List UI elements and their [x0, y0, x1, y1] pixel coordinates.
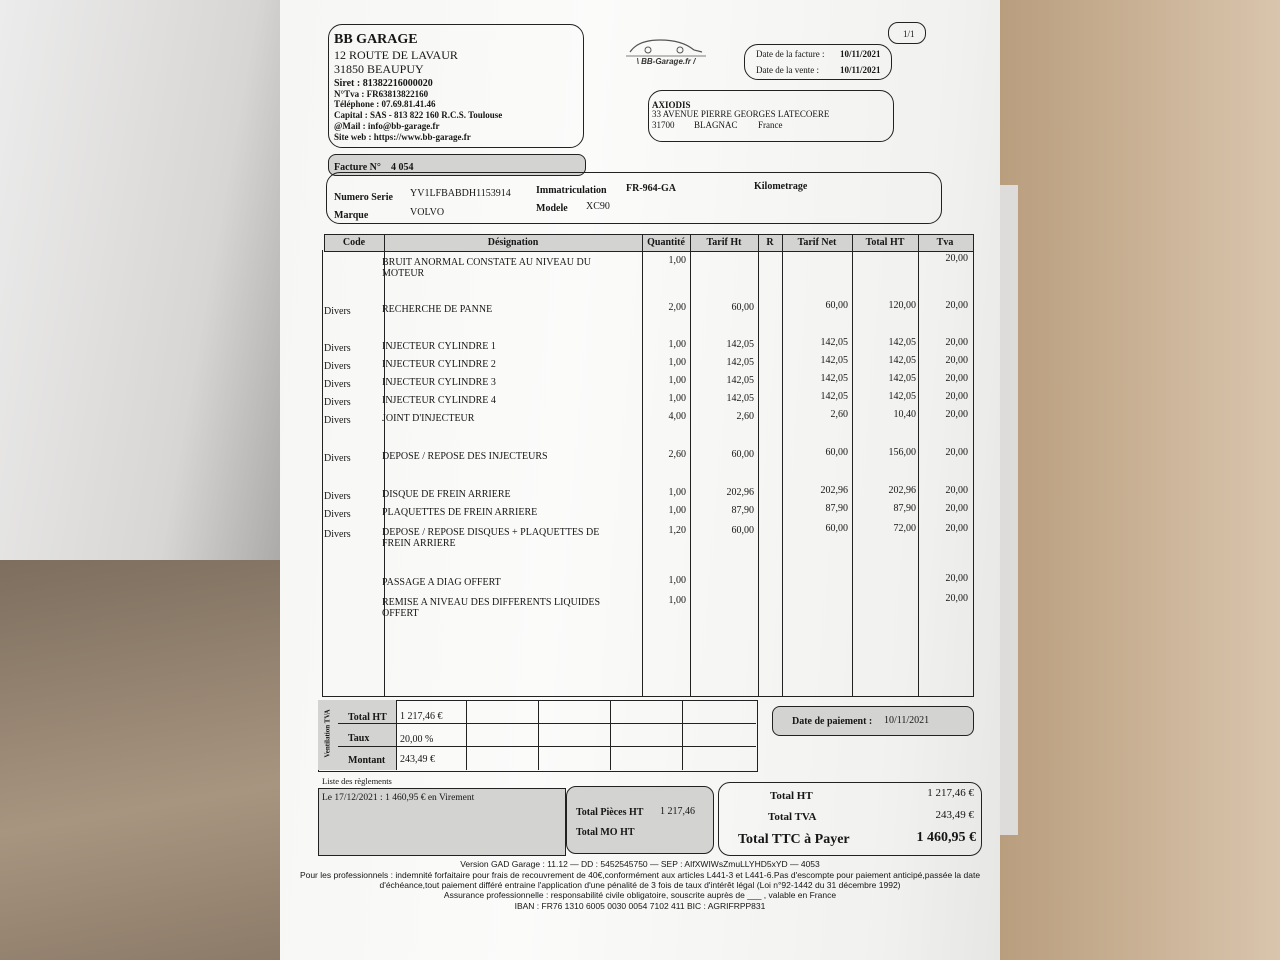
ventilation-divider: [682, 700, 683, 770]
row-quantity: 1,00: [668, 357, 686, 368]
row-designation: INJECTEUR CYLINDRE 3: [382, 377, 496, 388]
payment-date-value: 10/11/2021: [884, 715, 930, 726]
ventilation-side-label: Ventilation TVA: [323, 709, 332, 758]
row-code: Divers: [324, 415, 351, 426]
ventilation-total-ht-label: Total HT: [348, 712, 387, 723]
row-tva: 20,00: [945, 337, 968, 348]
col-header-tarif-net: Tarif Net: [797, 237, 837, 248]
footer-legal1: Pour les professionnels : indemnité forfaitaire pour frais de recouvrement de 40€,conformément aux articles L441-3 et L441-6.Pas d'escompte pour paiement anticipé,passée la date: [299, 870, 981, 880]
row-total-ht: 156,00: [888, 447, 916, 458]
mo-label: Total MO HT: [576, 827, 635, 838]
row-tva: 20,00: [945, 573, 968, 584]
sale-date-label: Date de la vente :: [756, 65, 819, 75]
page-number: 1/1: [903, 29, 915, 39]
row-total-ht: 87,90: [893, 503, 916, 514]
marque-label: Marque: [334, 210, 369, 221]
modele-label: Modele: [536, 203, 568, 214]
invoice-date-value: 10/11/2021: [840, 49, 881, 59]
row-tva: 20,00: [945, 447, 968, 458]
row-designation: RECHERCHE DE PANNE: [382, 304, 493, 315]
garage-phone: Téléphone : 07.69.81.41.46: [334, 99, 436, 109]
invoice-paper: [280, 0, 1000, 960]
row-designation-cont: FREIN ARRIERE: [382, 538, 456, 549]
row-tarif-net: 60,00: [825, 447, 848, 458]
row-total-ht: 202,96: [888, 485, 916, 496]
row-quantity: 1,20: [668, 525, 686, 536]
row-tarif-ht: 142,05: [726, 393, 754, 404]
invoice-number: 4 054: [391, 162, 414, 173]
row-designation: DEPOSE / REPOSE DES INJECTEURS: [382, 451, 548, 462]
serial-label: Numero Serie: [334, 192, 393, 203]
row-quantity: 1,00: [668, 505, 686, 516]
garage-web: Site web : https://www.bb-garage.fr: [334, 132, 471, 142]
row-total-ht: 142,05: [888, 373, 916, 384]
ventilation-montant-label: Montant: [348, 755, 386, 766]
row-designation: PASSAGE A DIAG OFFERT: [382, 577, 501, 588]
garage-name: BB GARAGE: [334, 32, 418, 47]
ventilation-tva: [318, 700, 758, 772]
row-designation: DISQUE DE FREIN ARRIERE: [382, 489, 511, 500]
row-code: Divers: [324, 379, 351, 390]
row-designation: REMISE A NIVEAU DES DIFFERENTS LIQUIDES: [382, 597, 601, 608]
col-divider: [782, 234, 783, 697]
col-header-code: Code: [342, 237, 366, 248]
row-tva: 20,00: [945, 355, 968, 366]
km-label: Kilometrage: [754, 181, 808, 192]
garage-mail: @Mail : info@bb-garage.fr: [334, 121, 440, 131]
ventilation-divider: [396, 700, 397, 770]
reglements-label: Liste des règlements: [322, 776, 392, 786]
ventilation-row-line: [338, 723, 756, 724]
col-divider: [852, 234, 853, 697]
sale-date-value: 10/11/2021: [840, 65, 881, 75]
row-tarif-net: 60,00: [825, 523, 848, 534]
row-designation: DEPOSE / REPOSE DISQUES + PLAQUETTES DE: [382, 527, 600, 538]
col-divider: [918, 234, 919, 697]
row-designation: INJECTEUR CYLINDRE 4: [382, 395, 496, 406]
row-tva: 20,00: [945, 523, 968, 534]
col-header-tarif-ht: Tarif Ht: [706, 237, 742, 248]
pieces-value: 1 217,46: [660, 806, 695, 817]
row-quantity: 1,00: [668, 339, 686, 350]
reglements-entry: Le 17/12/2021 : 1 460,95 € en Virement: [322, 793, 475, 803]
ventilation-taux-label: Taux: [348, 733, 370, 744]
row-tarif-net: 142,05: [820, 355, 848, 366]
footer-legal2: d'échéance,tout paiement différé entraine l'application d'une pénalité de 3 fois de taux d'intérêt légal (Loi n°92-1442 du 31 décembre 1992): [379, 880, 901, 890]
total-ttc-value: 1 460,95 €: [916, 830, 976, 845]
modele-value: XC90: [586, 201, 610, 212]
row-tarif-ht: 202,96: [726, 487, 754, 498]
row-code: Divers: [324, 509, 351, 520]
row-designation: BRUIT ANORMAL CONSTATE AU NIVEAU DU: [382, 257, 591, 268]
row-tva: 20,00: [945, 485, 968, 496]
ventilation-total-ht: 1 217,46 €: [400, 711, 443, 722]
client-address: 33 AVENUE PIERRE GEORGES LATECOERE: [652, 109, 830, 119]
svg-text:\ BB-Garage.fr /: \ BB-Garage.fr /: [636, 57, 696, 66]
background-wood: [1000, 0, 1280, 960]
row-tva: 20,00: [945, 300, 968, 311]
row-tarif-ht: 142,05: [726, 375, 754, 386]
row-quantity: 1,00: [668, 487, 686, 498]
col-divider: [758, 234, 759, 697]
row-total-ht: 72,00: [893, 523, 916, 534]
row-code: Divers: [324, 453, 351, 464]
row-tarif-net: 202,96: [820, 485, 848, 496]
row-designation-cont: OFFERT: [382, 608, 419, 619]
row-tva: 20,00: [945, 503, 968, 514]
pieces-label: Total Pièces HT: [576, 807, 644, 818]
pieces-box: [566, 786, 714, 854]
row-designation: INJECTEUR CYLINDRE 1: [382, 341, 496, 352]
footer-iban: IBAN : FR76 1310 6005 0030 0054 7102 411 BIC : AGRIFRPP831: [514, 901, 766, 911]
ventilation-divider: [610, 700, 611, 770]
row-quantity: 1,00: [668, 255, 686, 266]
payment-date-label: Date de paiement :: [792, 716, 873, 727]
row-tva: 20,00: [945, 593, 968, 604]
ventilation-taux: 20,00 %: [400, 734, 434, 745]
row-code: Divers: [324, 306, 351, 317]
row-code: Divers: [324, 343, 351, 354]
row-total-ht: 142,05: [888, 355, 916, 366]
garage-address1: 12 ROUTE DE LAVAUR: [334, 48, 458, 62]
row-tarif-net: 142,05: [820, 373, 848, 384]
row-tarif-ht: 142,05: [726, 357, 754, 368]
client-name: AXIODIS: [652, 100, 691, 110]
col-header-tva: Tva: [936, 237, 954, 248]
col-header-designation: Désignation: [487, 237, 539, 248]
col-divider: [642, 234, 643, 697]
row-tarif-net: 2,60: [830, 409, 848, 420]
garage-address2: 31850 BEAUPUY: [334, 62, 424, 76]
ventilation-row-line: [338, 746, 756, 747]
row-tarif-net: 60,00: [825, 300, 848, 311]
row-tva: 20,00: [945, 391, 968, 402]
row-tarif-net: 142,05: [820, 337, 848, 348]
serial-value: YV1LFBABDH1153914: [410, 188, 511, 199]
row-tarif-ht: 87,90: [731, 505, 754, 516]
items-table: [280, 0, 1000, 720]
row-tarif-ht: 60,00: [731, 525, 754, 536]
row-total-ht: 10,40: [893, 409, 916, 420]
row-tva: 20,00: [945, 373, 968, 384]
row-tarif-ht: 60,00: [731, 302, 754, 313]
total-ht-label: Total HT: [770, 790, 813, 802]
row-tarif-ht: 2,60: [736, 411, 754, 422]
garage-tva: N°Tva : FR63813822160: [334, 89, 429, 99]
row-tarif-net: 87,90: [825, 503, 848, 514]
total-ht-value: 1 217,46 €: [927, 787, 974, 799]
row-designation: INJECTEUR CYLINDRE 2: [382, 359, 496, 370]
row-tarif-ht: 60,00: [731, 449, 754, 460]
total-ttc-label: Total TTC à Payer: [738, 832, 850, 847]
col-header-quantite: Quantité: [647, 237, 685, 248]
row-tarif-ht: 142,05: [726, 339, 754, 350]
row-code: Divers: [324, 491, 351, 502]
ventilation-divider: [538, 700, 539, 770]
row-code: Divers: [324, 397, 351, 408]
row-tva: 20,00: [945, 253, 968, 264]
ventilation-montant: 243,49 €: [400, 754, 435, 765]
row-quantity: 1,00: [668, 575, 686, 586]
total-tva-value: 243,49 €: [935, 809, 974, 821]
row-code: Divers: [324, 529, 351, 540]
immat-label: Immatriculation: [536, 185, 607, 196]
footer-version: Version GAD Garage : 11.12 — DD : 5452545750 — SEP : AIfXWIWsZmuLLYHD5xYD — 4053: [460, 859, 820, 869]
row-total-ht: 142,05: [888, 337, 916, 348]
row-quantity: 2,00: [668, 302, 686, 313]
row-quantity: 1,00: [668, 595, 686, 606]
table-body: [322, 250, 974, 697]
client-city: BLAGNAC: [694, 120, 738, 130]
row-quantity: 1,00: [668, 393, 686, 404]
row-tva: 20,00: [945, 409, 968, 420]
client-country: France: [758, 120, 783, 130]
row-quantity: 2,60: [668, 449, 686, 460]
row-designation: JOINT D'INJECTEUR: [382, 413, 475, 424]
col-divider: [690, 234, 691, 697]
marque-value: VOLVO: [410, 207, 445, 218]
row-code: Divers: [324, 361, 351, 372]
row-quantity: 4,00: [668, 411, 686, 422]
ventilation-divider: [466, 700, 467, 770]
row-designation-cont: MOTEUR: [382, 268, 425, 279]
garage-capital: Capital : SAS - 813 822 160 R.C.S. Toulouse: [334, 110, 503, 120]
col-header-r: R: [766, 237, 774, 248]
row-total-ht: 142,05: [888, 391, 916, 402]
row-tarif-net: 142,05: [820, 391, 848, 402]
invoice-date-label: Date de la facture :: [756, 49, 825, 59]
client-postal: 31700: [652, 120, 675, 130]
invoice-number-label: Facture N°: [334, 162, 381, 173]
row-designation: PLAQUETTES DE FREIN ARRIERE: [382, 507, 538, 518]
garage-siret: Siret : 81382216000020: [334, 78, 433, 89]
total-tva-label: Total TVA: [768, 811, 817, 823]
footer-insurance: Assurance professionnelle : responsabilité civile obligatoire, souscrite auprès de ___ , valable en France: [443, 890, 837, 900]
row-quantity: 1,00: [668, 375, 686, 386]
immat-value: FR-964-GA: [626, 183, 676, 194]
background-table: [0, 560, 320, 960]
row-total-ht: 120,00: [888, 300, 916, 311]
col-header-total-ht: Total HT: [865, 237, 905, 248]
